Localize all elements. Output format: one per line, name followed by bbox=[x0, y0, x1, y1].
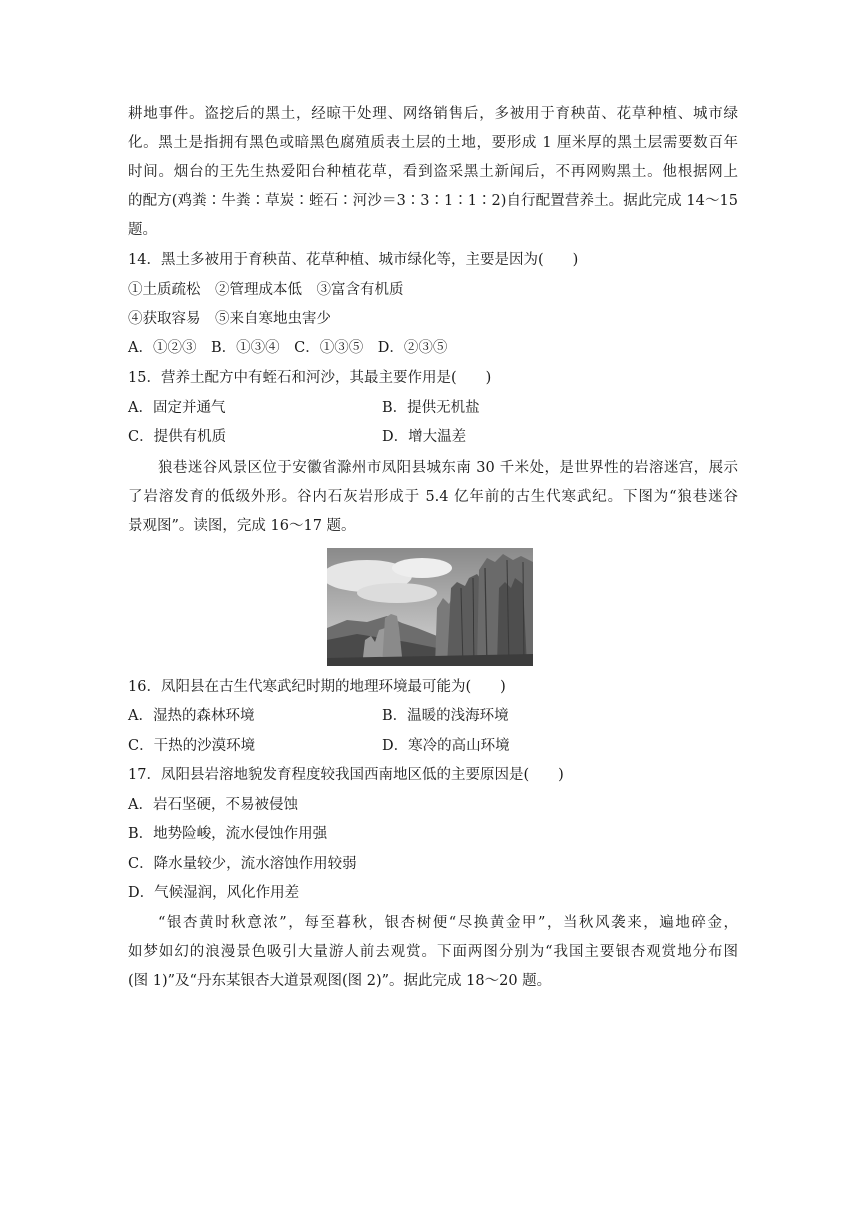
question-17-option-c: C．降水量较少，流水溶蚀作用较弱 bbox=[128, 856, 357, 872]
question-15-option-d: D．增大温差 bbox=[382, 429, 467, 445]
intro-paragraph-1-line-4: 的配方(鸡粪∶牛粪∶草炭∶蛭石∶河沙＝3∶3∶1∶1∶2)自行配置营养土。据此完成 14～15 bbox=[128, 193, 738, 209]
question-16-stem: 16．凤阳县在古生代寒武纪时期的地理环境最可能为( ) bbox=[128, 679, 506, 695]
question-17-option-b: B．地势险峻，流水侵蚀作用强 bbox=[128, 826, 328, 842]
intro-paragraph-2-line-3: 景观图”。读图，完成 16～17 题。 bbox=[128, 518, 356, 534]
intro-paragraph-3-line-3: (图 1)”及“丹东某银杏大道景观图(图 2)”。据此完成 18～20 题。 bbox=[128, 973, 552, 989]
intro-paragraph-2-line-1: 狼巷迷谷风景区位于安徽省滁州市凤阳县城东南 30 千米处，是世界性的岩溶迷宫，展示 bbox=[158, 460, 738, 476]
intro-paragraph-1-line-2: 化。黑土是指拥有黑色或暗黑色腐殖质表土层的土地，要形成 1 厘米厚的黑土层需要数百年 bbox=[128, 135, 738, 151]
question-16-options-row-1 bbox=[128, 706, 738, 726]
question-15-options-row-1 bbox=[128, 398, 738, 418]
question-16-option-c: C．干热的沙漠环境 bbox=[128, 738, 256, 754]
question-15-stem: 15．营养土配方中有蛭石和河沙，其最主要作用是( ) bbox=[128, 370, 492, 386]
question-16-options-row-2 bbox=[128, 736, 738, 756]
question-16-option-d: D．寒冷的高山环境 bbox=[382, 738, 510, 754]
question-15-option-b: B．提供无机盐 bbox=[382, 400, 480, 416]
question-15-option-a: A．固定并通气 bbox=[128, 400, 226, 416]
question-14-stem: 14．黑土多被用于育秧苗、花草种植、城市绿化等，主要是因为( ) bbox=[128, 252, 579, 268]
question-17-option-a: A．岩石坚硬，不易被侵蚀 bbox=[128, 797, 298, 813]
question-14-items-line-1: ①土质疏松 ②管理成本低 ③富含有机质 bbox=[128, 282, 404, 298]
intro-paragraph-3-line-2: 如梦如幻的浪漫景色吸引大量游人前去观赏。下面两图分别为“我国主要银杏观赏地分布图 bbox=[128, 944, 738, 960]
question-15-option-c: C．提供有机质 bbox=[128, 429, 227, 445]
intro-paragraph-1-line-3: 时间。烟台的王先生热爱阳台种植花草，看到盗采黑土新闻后，不再网购黑土。他根据网上 bbox=[128, 164, 738, 180]
question-17-stem: 17．凤阳县岩溶地貌发育程度较我国西南地区低的主要原因是( ) bbox=[128, 767, 564, 783]
question-16-option-a: A．湿热的森林环境 bbox=[128, 708, 255, 724]
intro-paragraph-1-line-5: 题。 bbox=[128, 222, 157, 238]
karst-landscape-photo bbox=[327, 548, 533, 666]
intro-paragraph-3-line-1: “银杏黄时秋意浓”，每至暮秋，银杏树便“尽换黄金甲”，当秋风袭来，遍地碎金， bbox=[158, 915, 738, 931]
question-15-options-row-2 bbox=[128, 427, 738, 447]
question-14-items-line-2: ④获取容易 ⑤来自寒地虫害少 bbox=[128, 311, 331, 327]
question-14-options: A．①②③ B．①③④ C．①③⑤ D．②③⑤ bbox=[128, 340, 448, 356]
intro-paragraph-1-line-1: 耕地事件。盗挖后的黑土，经晾干处理、网络销售后，多被用于育秧苗、花草种植、城市绿 bbox=[128, 106, 738, 122]
intro-paragraph-2-line-2: 了岩溶发育的低级外形。谷内石灰岩形成于 5.4 亿年前的古生代寒武纪。下图为“狼巷迷谷 bbox=[128, 489, 738, 505]
question-17-option-d: D．气候湿润，风化作用差 bbox=[128, 885, 300, 901]
question-16-option-b: B．温暖的浅海环境 bbox=[382, 708, 509, 724]
